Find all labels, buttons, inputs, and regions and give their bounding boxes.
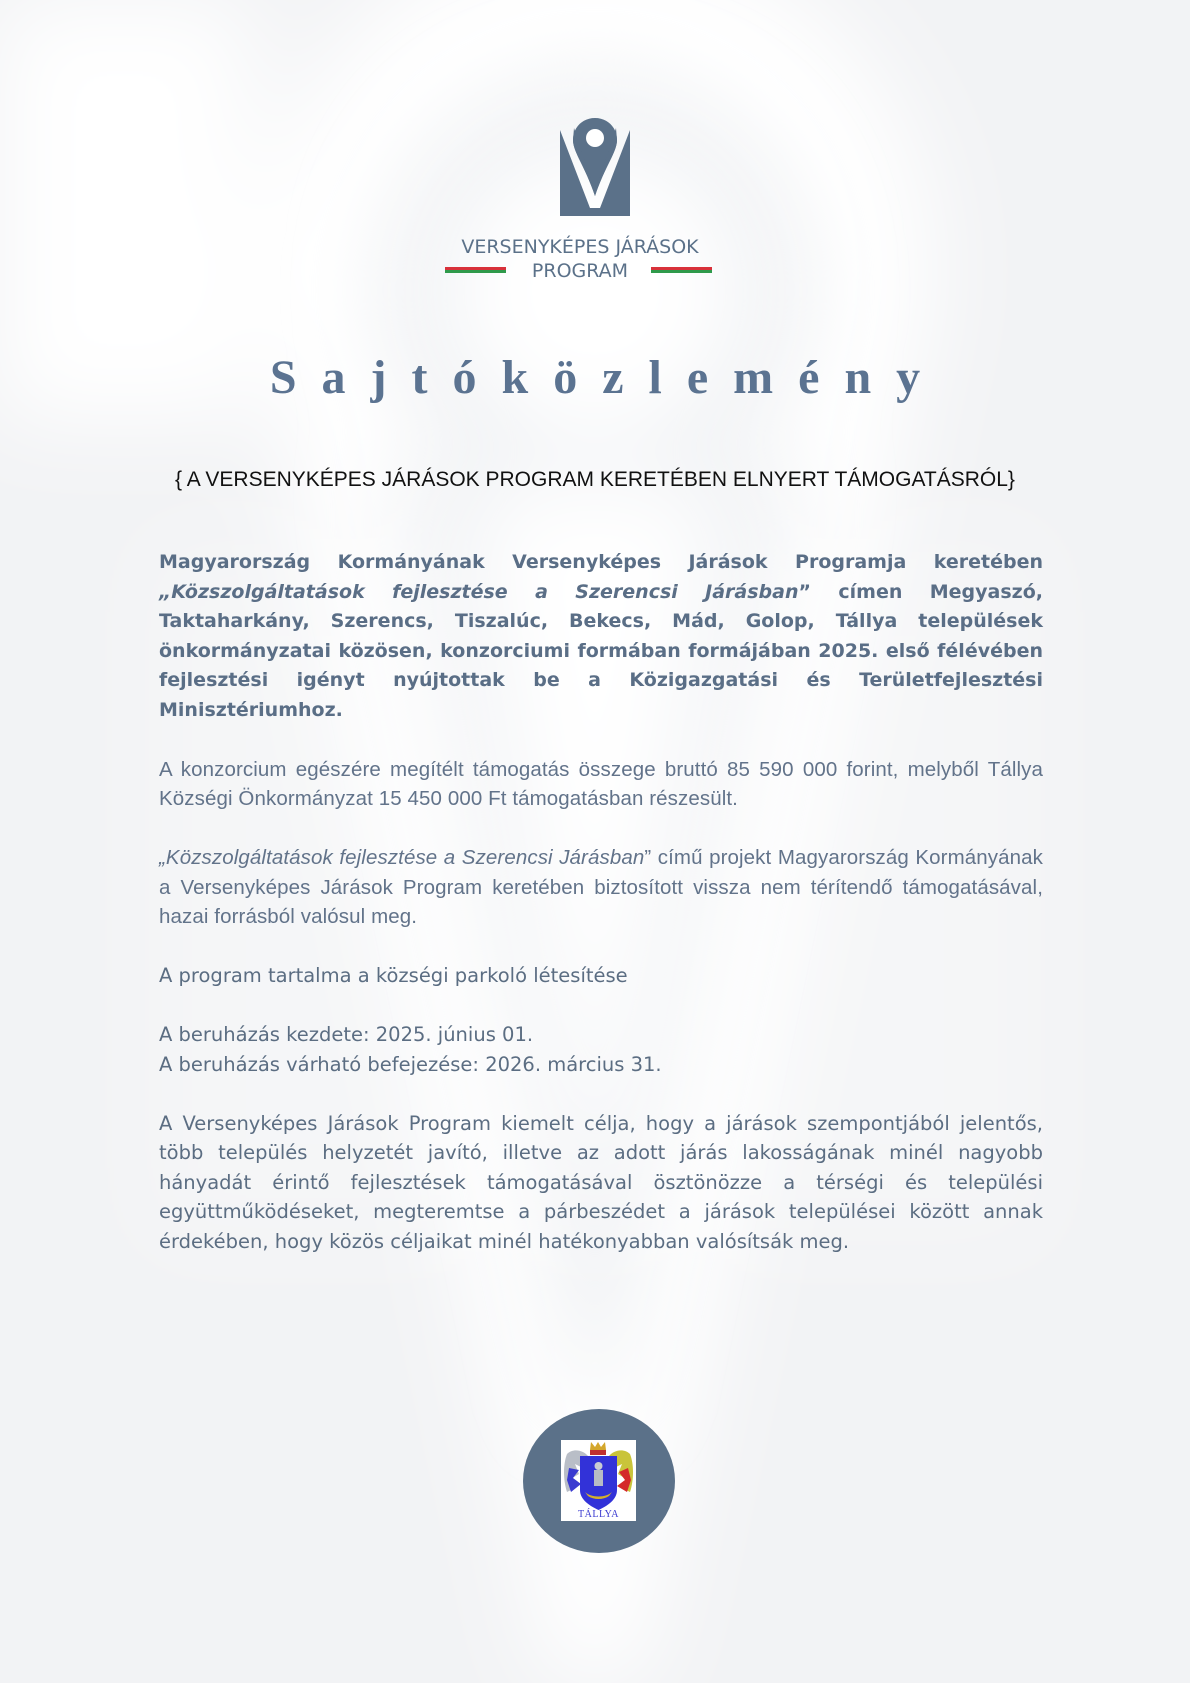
p1-project-title: „Közszolgáltatások fejlesztése a Szerencsi Járásban: [159, 580, 799, 603]
paragraph-4: A program tartalma a községi parkoló létesítése: [159, 964, 628, 987]
tallya-coat-of-arms-icon: [561, 1440, 636, 1521]
paragraph-1: [159, 548, 1043, 725]
logo-line-2: PROGRAM: [531, 260, 629, 282]
start-date: A beruházás kezdete: 2025. június 01.: [159, 1023, 534, 1046]
p1-text-a: Magyarország Kormányának Versenyképes Járások Programja keretében: [159, 551, 1043, 573]
logo-line-1: VERSENYKÉPES JÁRÁSOK: [461, 236, 699, 258]
municipality-emblem: [523, 1409, 675, 1553]
end-date: A beruházás várható befejezése: 2026. március 31.: [159, 1052, 662, 1076]
p3-project-title: „Közszolgáltatások fejlesztése a Szerencsi Járásban: [159, 846, 645, 869]
p3-text: ” című projekt Magyarország Kormányának a Versenyképes Járások Program keretében biztosított vissza nem térítendő támogatásával, hazai forrásból valósul meg.: [159, 846, 1043, 928]
emblem-label: TÁLLYA: [578, 1509, 619, 1520]
body-text: [159, 548, 1043, 1286]
paragraph-2: A konzorcium egészére megítélt támogatás összege bruttó 85 590 000 forint, melyből Tállya Községi Önkormányzat 15 450 000 Ft támogatásban részesült.: [159, 757, 1043, 810]
page-title: Sajtóközlemény: [269, 351, 946, 404]
paragraph-3: [159, 843, 1043, 932]
paragraph-6: A Versenyképes Járások Program kiemelt célja, hogy a járások szempontjából jelentős, több település helyzetét javító, illetve az adott járás lakosságának minél nagyobb hányadát érintő fejlesztések támogatásával ösztönözze a térségi és települési együttműködéseket, megteremtse a párbeszédet a járások települései között annak érdekében, hogy közös céljaikat minél hatékonyabban valósítsák meg.: [159, 1111, 1043, 1253]
paragraph-5: [159, 1020, 1043, 1079]
flag-stripe-right: [651, 267, 712, 273]
subtitle: { A VERSENYKÉPES JÁRÁSOK PROGRAM KERETÉBEN ELNYERT TÁMOGATÁSRÓL}: [175, 468, 1015, 491]
p1-text-b: ” címen Megyaszó, Taktaharkány, Szerencs, Tiszalúc, Bekecs, Mád, Golop, Tállya települések önkormányzatai közösen, konzorciumi formában formájában 2025. első félévében fejlesztési igényt nyújtottak be a Közigazgatási és Területfejlesztési Minisztériumhoz.: [159, 580, 1043, 721]
map-pin-v-icon: [560, 118, 630, 216]
program-logo: [445, 118, 715, 288]
